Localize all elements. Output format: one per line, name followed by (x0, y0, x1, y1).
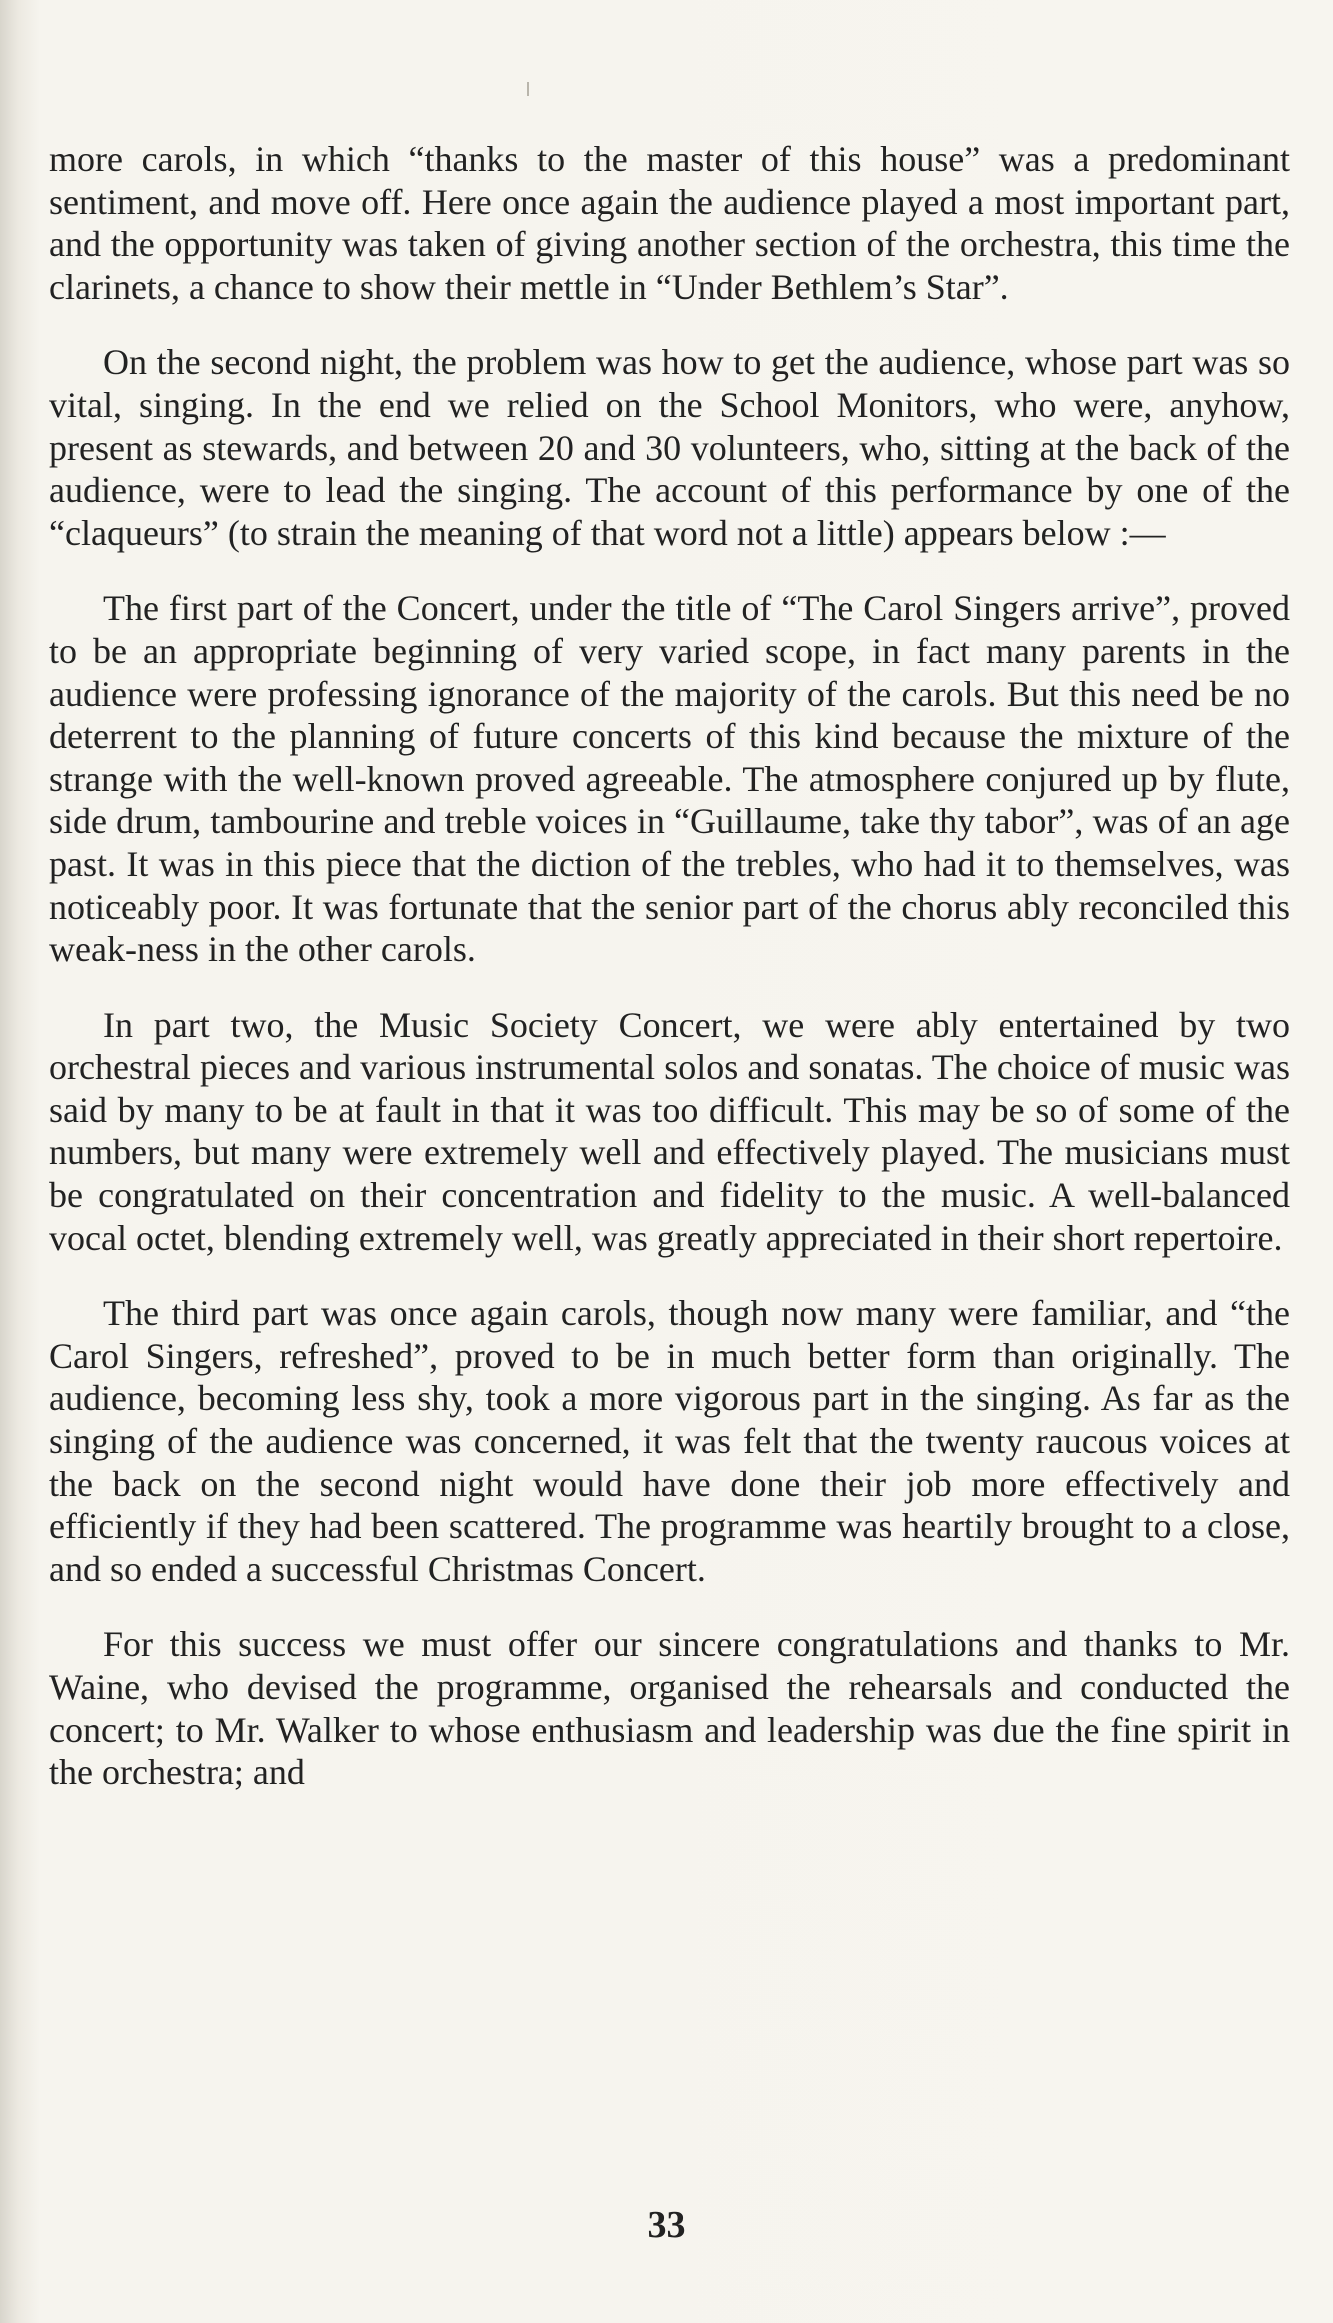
paragraph-part-three: The third part was once again carols, though now many were familiar, and “the Carol Singers, refreshed”, proved to be in much better form than originally. The audience, becoming less shy, took a more vigorous part in the singing. As far as the singing of the audience was concerned, it was felt that the twenty raucous voices at the back on the second night would have done their job more effectively and efficiently if they had been scattered. The programme was heartily brought to a close, and so ended a successful Christmas Concert. (49, 1293, 1290, 1589)
paragraph-thanks: For this success we must offer our sincere congratulations and thanks to Mr. Waine, who devised the programme, organised the rehearsals and conducted the concert; to Mr. Walker to whose enthusiasm and leadership was due the fine spirit in the orchestra; and (49, 1624, 1290, 1793)
paragraph-part-two: In part two, the Music Society Concert, we were ably entertained by two orchestral pieces and various instrumental solos and sonatas. The choice of music was said by many to be at fault in that it was too difficult. This may be so of some of the numbers, but many were extremely well and effectively played. The musicians must be congratulated on their concentration and fidelity to the music. A well-balanced vocal octet, blending extremely well, was greatly appreciated in their short repertoire. (49, 1004, 1290, 1258)
body-text (49, 138, 1290, 1827)
paragraph-second-night: On the second night, the problem was how to get the audience, whose part was so vital, singing. In the end we relied on the School Monitors, who were, anyhow, present as stewards, and between 20 and 30 volunteers, who, sitting at the back of the audience, were to lead the singing. The account of this performance by one of the “claqueurs” (to strain the meaning of that word not a little) appears below :— (49, 342, 1290, 553)
page-number: 33 (647, 2204, 686, 2246)
paragraph-continuation: more carols, in which “thanks to the master of this house” was a predominant sentiment, and move off. Here once again the audience played a most important part, and the opportunity was taken of giving another section of the orchestra, this time the clarinets, a chance to show their mettle in “Under Bethlem’s Star”. (49, 139, 1290, 307)
paragraph-part-one: The first part of the Concert, under the title of “The Carol Singers arrive”, proved to be an appropriate beginning of very varied scope, in fact many parents in the audience were professing ignorance of the majority of the carols. But this need be no deterrent to the planning of future concerts of this kind because the mixture of the strange with the well-known proved agreeable. The atmosphere conjured up by flute, side drum, tambourine and treble voices in “Guillaume, take thy tabor”, was of an age past. It was in this piece that the diction of the trebles, who had it to themselves, was noticeably poor. It was fortunate that the senior part of the chorus ably reconciled this weak-ness in the other carols. (49, 588, 1290, 970)
scan-mark (527, 82, 529, 96)
